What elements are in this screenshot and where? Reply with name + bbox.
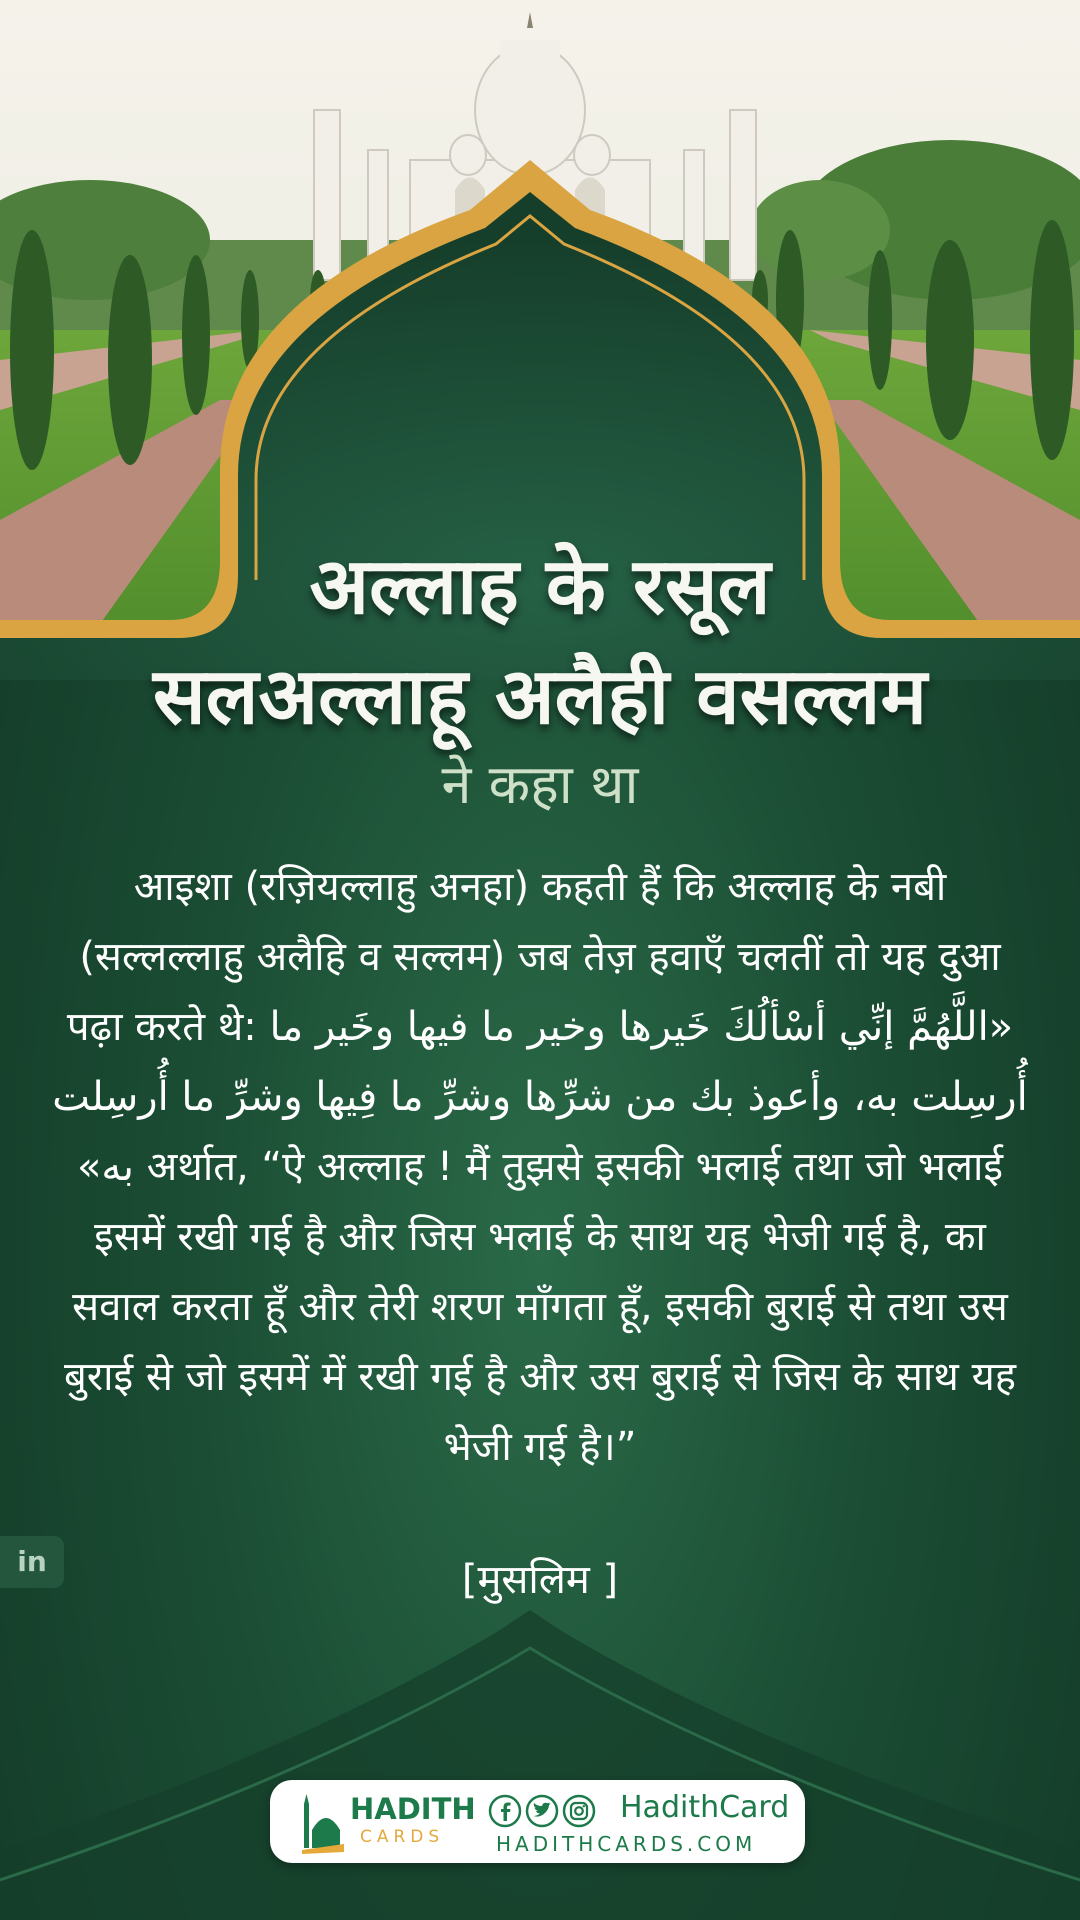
footer-arch-decoration [0, 1600, 1080, 1920]
facebook-icon[interactable] [490, 1796, 520, 1826]
linkedin-icon: in [17, 1545, 47, 1578]
twitter-icon[interactable] [527, 1796, 557, 1826]
hadithcards-footer-badge[interactable] [270, 1780, 805, 1863]
social-icons [488, 1794, 598, 1828]
hadith-text [50, 852, 1030, 1482]
linkedin-share-button[interactable] [0, 1536, 64, 1588]
hadith-source: [मुसलिम ] [461, 1557, 619, 1603]
subtitle: ने कहा था [441, 753, 639, 816]
hadith-arabic-dua: «اللَّهُمَّ إنِّي أسْألُكَ خَيرها وخير ما فيها وخَير ما أُرسِلت به، وأعوذ بك من شرِّها وشرِّ ما فِيها وشرِّ ما أُرسِلت به» [52, 1004, 1028, 1190]
logo-word-hadith: HADITH [350, 1792, 476, 1826]
title-line-1: अल्लाह के रसूल [309, 542, 771, 632]
logo-word-cards: CARDS [360, 1827, 445, 1847]
website-url[interactable]: HADITHCARDS.COM [496, 1832, 757, 1856]
brand-name: HadithCard [620, 1790, 790, 1825]
hadith-intro: आइशा (रज़ियल्लाहु अनहा) कहती हैं कि अल्लाह के नबी (सल्लल्लाहु अलैहि व सल्लम) जब तेज़ हवाएँ चलतीं तो यह दुआ पढ़ा करते थे: [66, 864, 1001, 1050]
title-line-2: सलअल्लाहू अलैही वसल्लम [152, 652, 928, 742]
mosque-logo-icon [300, 1788, 346, 1856]
instagram-icon[interactable] [564, 1796, 594, 1826]
hadith-translation: अर्थात, “ऐ अल्लाह ! मैं तुझसे इसकी भलाई तथा जो भलाई इसमें रखी गई है और जिस भलाई के साथ यह भेजी गई है, का सवाल करता हूँ और तेरी शरण माँगता हूँ, इसकी बुराई से तथा उस बुराई से जो इसमें में रखी गई है और उस बुराई से जिस के साथ यह भेजी गई है।” [63, 1144, 1017, 1470]
